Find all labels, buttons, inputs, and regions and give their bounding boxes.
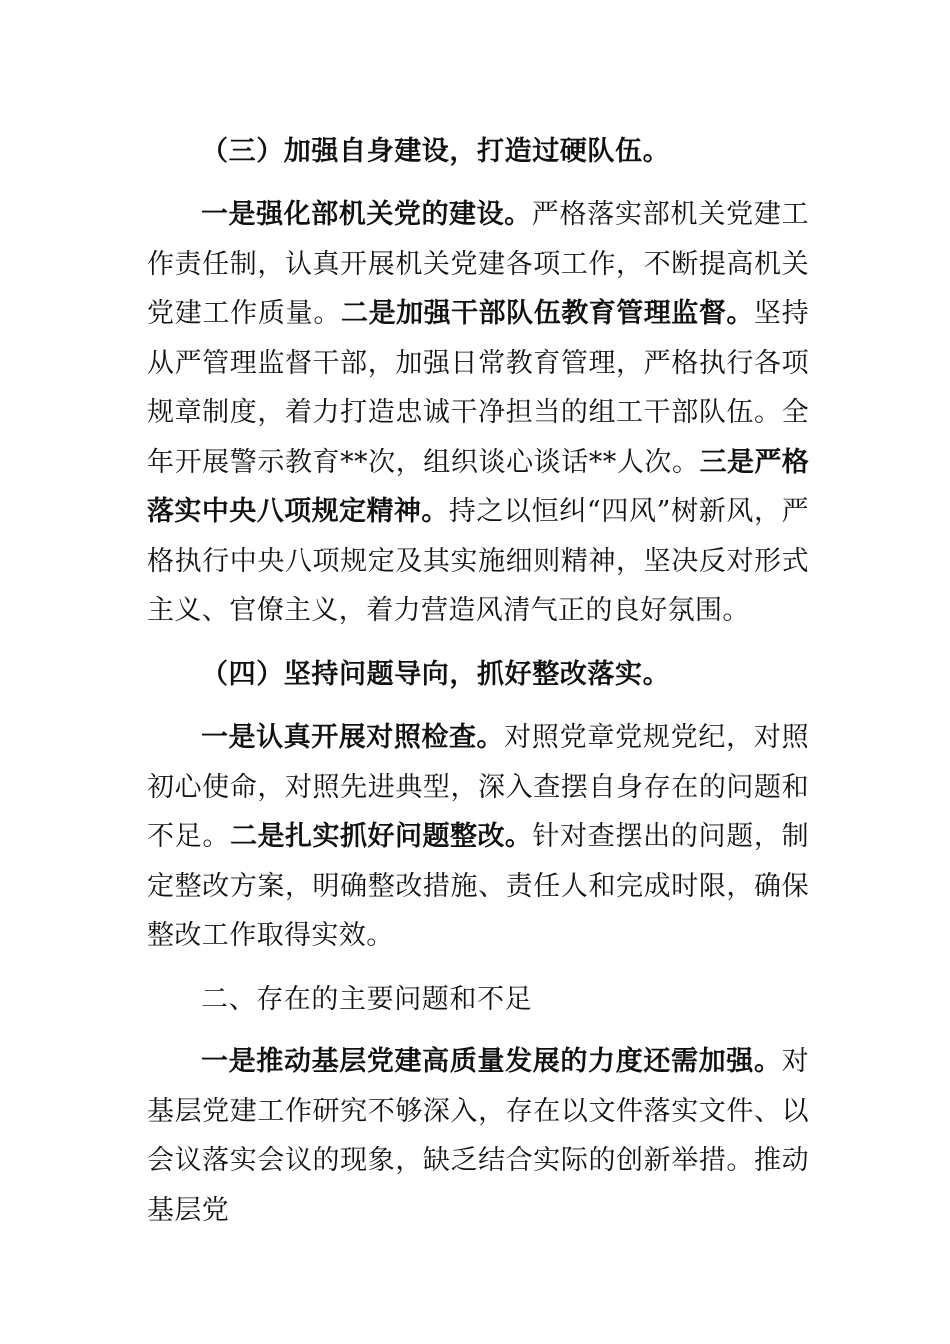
part-2-paragraph bbox=[147, 1037, 809, 1235]
section-3-lead-3: 三是严格落实中央八项规定精神。 bbox=[147, 446, 809, 527]
section-4-paragraph bbox=[147, 713, 809, 961]
section-3-heading: （三）加强自身建设，打造过硬队伍。 bbox=[201, 136, 671, 167]
section-3-text-3: 持之以恒纠“四风”树新风，严格执行中央八项规定及其实施细则精神，坚决反对形式主义、官僚主义，着力营造风清气正的良好氛围。 bbox=[147, 496, 809, 626]
part-2-lead-1: 一是推动基层党建高质量发展的力度还需加强。 bbox=[201, 1046, 782, 1077]
section-4-text-2: 针对查摆出的问题，制定整改方案，明确整改措施、责任人和完成时限，确保整改工作取得实效。 bbox=[147, 821, 810, 951]
section-3-lead-2: 二是加强干部队伍教育管理监督。 bbox=[341, 298, 754, 329]
section-3-lead-1: 一是强化部机关党的建设。 bbox=[201, 199, 532, 230]
section-4-heading: （四）坚持问题导向，抓好整改落实。 bbox=[201, 659, 671, 690]
section-3-text-2: 坚持从严管理监督干部，加强日常教育管理，严格执行各项规章制度，着力打造忠诚干净担当的组工干部队伍。全年开展警示教育**次，组织谈心谈话**人次。 bbox=[147, 298, 809, 478]
section-4-lead-1: 一是认真开展对照检查。 bbox=[201, 722, 505, 753]
section-4-lead-2: 二是扎实抓好问题整改。 bbox=[230, 821, 533, 852]
part-2-text-1: 对基层党建工作研究不够深入，存在以文件落实文件、以会议落实会议的现象，缺乏结合实际的创新举措。推动基层党 bbox=[147, 1046, 809, 1226]
section-4-text-1: 对照党章党规党纪，对照初心使命，对照先进典型，深入查摆自身存在的问题和不足。 bbox=[147, 722, 809, 852]
section-3-paragraph bbox=[147, 190, 809, 636]
part-2-heading: 二、存在的主要问题和不足 bbox=[201, 984, 533, 1015]
section-3-text-1: 严格落实部机关党建工作责任制，认真开展机关党建各项工作，不断提高机关党建工作质量。 bbox=[147, 199, 810, 329]
